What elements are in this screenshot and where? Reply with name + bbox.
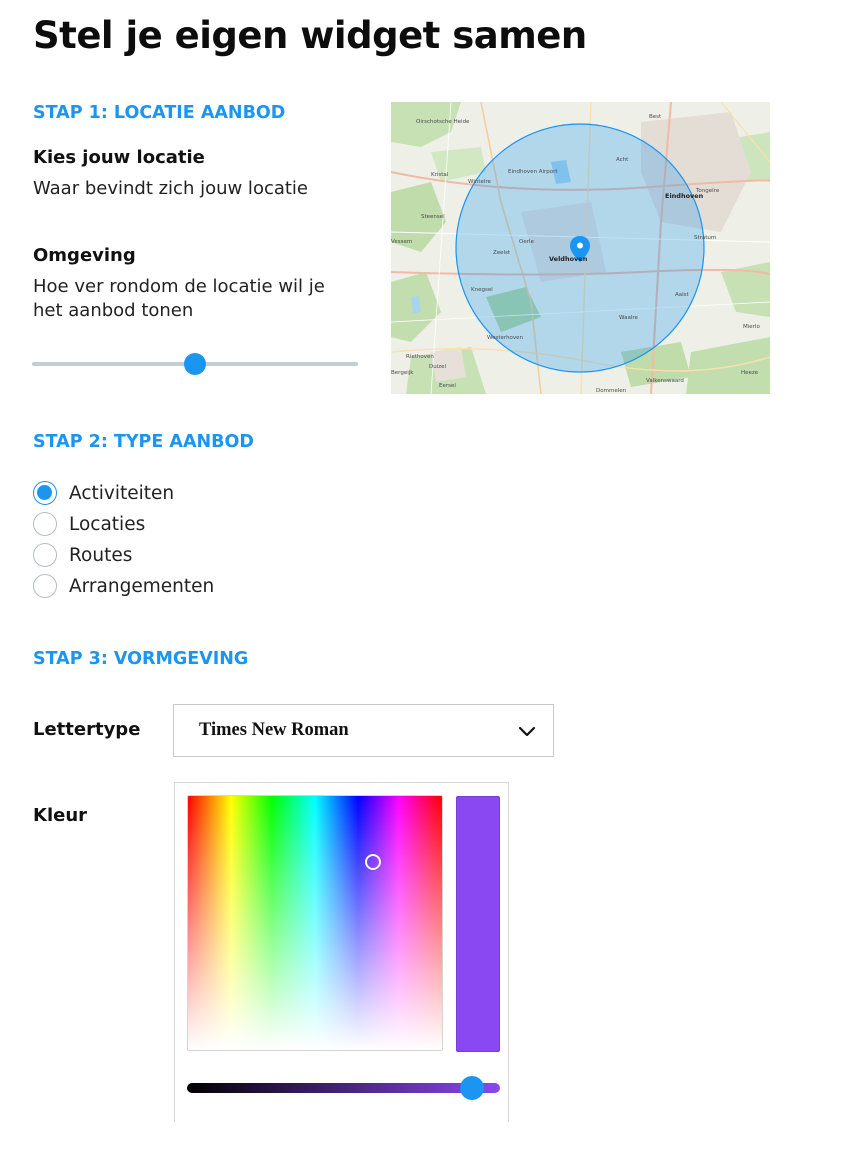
map-label: Eindhoven Airport <box>508 169 558 175</box>
map-label: Vessem <box>391 239 413 245</box>
map-label: Dommelen <box>596 388 627 394</box>
map-label: Eindhoven <box>665 192 704 200</box>
color-shade-slider[interactable] <box>187 1075 500 1101</box>
location-map[interactable] <box>391 102 770 394</box>
map-label: Valkenswaard <box>646 378 684 384</box>
map-label: Tongelre <box>696 188 720 194</box>
step2-heading: STAP 2: TYPE AANBOD <box>33 432 254 452</box>
chevron-down-icon <box>518 722 536 740</box>
map-label: Best <box>649 114 662 120</box>
map-label: Oerle <box>519 239 534 245</box>
radio-label: Routes <box>69 544 133 566</box>
color-shade-track[interactable] <box>187 1083 500 1093</box>
step3-heading: STAP 3: VORMGEVING <box>33 649 249 669</box>
radio-button[interactable] <box>33 481 57 505</box>
location-label: Kies jouw locatie <box>33 147 205 168</box>
radio-option-routes[interactable] <box>33 541 132 569</box>
radio-option-arrangementen[interactable] <box>33 572 214 600</box>
color-saturation-area[interactable] <box>187 795 443 1051</box>
map-label: Steensel <box>421 214 445 220</box>
color-preview-swatch <box>456 796 500 1052</box>
map-label: Bergeijk <box>391 370 414 376</box>
map-label: Knegsel <box>471 287 493 293</box>
radio-label: Locaties <box>69 513 146 535</box>
map-label: Zeelst <box>493 250 511 256</box>
radius-slider-thumb[interactable] <box>184 353 206 375</box>
map-label: Duizel <box>429 364 447 370</box>
location-description: Waar bevindt zich jouw locatie <box>33 178 309 199</box>
map-label: Veldhoven <box>549 255 588 263</box>
map-canvas <box>391 102 770 394</box>
radio-button[interactable] <box>33 512 57 536</box>
map-label: Eersel <box>439 383 456 389</box>
map-label: Acht <box>616 157 629 163</box>
map-label: Heeze <box>741 370 759 376</box>
map-label: Waalre <box>619 315 638 321</box>
map-label: Aalst <box>675 292 689 298</box>
color-picker <box>174 782 509 1122</box>
map-label: Riethoven <box>406 354 434 360</box>
step1-heading: STAP 1: LOCATIE AANBOD <box>33 103 286 123</box>
radius-label: Omgeving <box>33 245 136 266</box>
color-label: Kleur <box>33 805 88 826</box>
radio-label: Arrangementen <box>69 575 215 597</box>
radio-option-locaties[interactable] <box>33 510 145 538</box>
map-label: Mierlo <box>743 324 760 330</box>
font-select-value: Times New Roman <box>199 720 349 740</box>
radio-label: Activiteiten <box>69 482 175 504</box>
page-title: Stel je eigen widget samen <box>33 14 587 57</box>
color-shade-thumb[interactable] <box>460 1076 484 1100</box>
map-label: Stratum <box>694 235 717 241</box>
map-label: Westerhoven <box>487 335 524 341</box>
map-label: Kristal <box>431 172 449 178</box>
font-label: Lettertype <box>33 719 141 740</box>
radio-option-activiteiten[interactable] <box>33 479 174 507</box>
radius-description: Hoe ver rondom de locatie wil je het aanbod tonen <box>33 276 325 321</box>
color-saturation-handle[interactable] <box>365 854 381 870</box>
map-label: Wintelre <box>468 179 491 185</box>
font-select[interactable] <box>173 704 554 757</box>
radius-slider[interactable] <box>32 352 358 376</box>
radio-button[interactable] <box>33 574 57 598</box>
map-label: Oirschotsche Heide <box>416 119 470 125</box>
radio-button[interactable] <box>33 543 57 567</box>
